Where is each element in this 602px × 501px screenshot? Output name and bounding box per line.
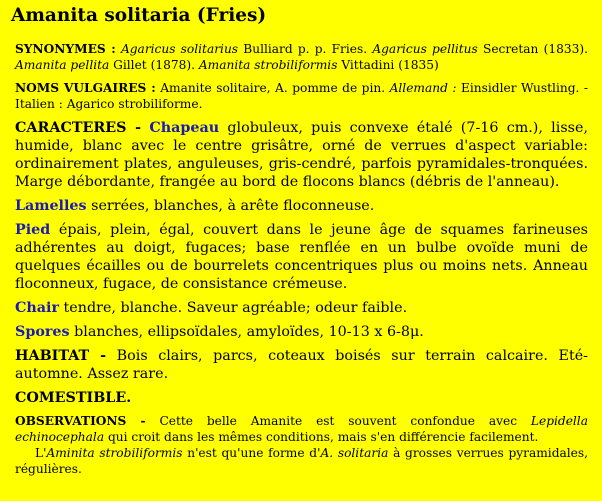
chapeau-text: globuleux, puis convexe étalé (7-16 cm.), lisse, humide, blanc avec le centre grisâtre, orné de verrues d'aspect variable: ordinairement plates, anguleuses, gris-cendré, parfois pyramidales-tronquées. Marge débordante, frangée au bord de flocons blancs (débris de l'anneau). — [15, 120, 588, 190]
observations-text: Cette belle Amanite est souvent confondue avec — [145, 414, 531, 428]
habitat-text: Bois clairs, parcs, coteaux boisés sur terrain calcaire. Eté-automne. Assez rare. — [15, 348, 588, 382]
caracteres-section — [15, 119, 588, 191]
observations-section — [15, 413, 588, 445]
synonymes-label: SYNONYMES : — [15, 42, 116, 56]
comestible-label: COMESTIBLE. — [15, 390, 132, 406]
lamelles-text: serrées, blanches, à arête floconneuse. — [86, 198, 375, 214]
synonym-name: Agaricus pellitus — [372, 42, 478, 56]
lamelles-label: Lamelles — [15, 198, 87, 214]
chair-section — [15, 299, 588, 317]
synonym-text: Gillet (1878). — [109, 58, 199, 72]
noms-section — [15, 80, 588, 112]
noms-language: Allemand : — [389, 81, 457, 95]
synonym-text: Vittadini (1835) — [337, 58, 439, 72]
synonym-text: Secretan (1833). — [477, 42, 589, 56]
chapeau-label: Chapeau — [149, 120, 220, 136]
chair-label: Chair — [15, 300, 60, 316]
synonym-name: Agaricus solitarius — [120, 42, 239, 56]
pied-label: Pied — [15, 222, 51, 238]
habitat-label: HABITAT - — [15, 348, 107, 364]
species-name: Aminita strobiliformis — [46, 446, 183, 460]
synonym-name: Amanita strobiliformis — [198, 58, 338, 72]
chair-text: tendre, blanche. Saveur agréable; odeur faible. — [59, 300, 408, 316]
pied-text: épais, plein, égal, couvert dans le jeune âge de squames farineuses adhérentes au doigt, fugaces; base renflée en un bulbe ovoïde muni de quelques écailles ou de bourrelets concentriques plus ou moins nets. Anneau floconneux, fugace, de consistance crémeuse. — [15, 222, 588, 292]
spores-text: blanches, ellipsoïdales, amyloïdes, 10-13 x 6-8μ. — [69, 324, 424, 340]
spores-section — [15, 323, 588, 341]
observations-note — [15, 445, 588, 477]
observations-text: L' — [35, 446, 47, 460]
noms-text: Amanite solitaire, A. pomme de pin. — [155, 81, 390, 95]
page-title: Amanita solitaria (Fries) — [11, 5, 267, 26]
observations-text: à grosses verrues pyramidales, régulières. — [15, 446, 589, 476]
synonym-name: Amanita pellita — [15, 58, 110, 72]
synonymes-section — [15, 41, 588, 73]
habitat-section — [15, 347, 588, 383]
observations-text: qui croit dans les mêmes conditions, mais s'en différencie facilement. — [104, 430, 539, 444]
lamelles-section — [15, 197, 588, 215]
caracteres-label: CARACTERES - — [15, 120, 142, 136]
noms-label: NOMS VULGAIRES : — [15, 81, 156, 95]
pied-section — [15, 221, 588, 293]
species-name: A. solitaria — [320, 446, 389, 460]
observations-text: n'est qu'une forme d' — [182, 446, 321, 460]
observations-label: OBSERVATIONS - — [15, 414, 146, 428]
noms-text: Einsidler Wustling. - Italien : Agarico strobiliforme. — [15, 81, 588, 111]
spores-label: Spores — [15, 324, 70, 340]
synonym-text: Bulliard p. p. Fries. — [238, 42, 373, 56]
species-name: Lepidella echinocephala — [15, 414, 588, 444]
